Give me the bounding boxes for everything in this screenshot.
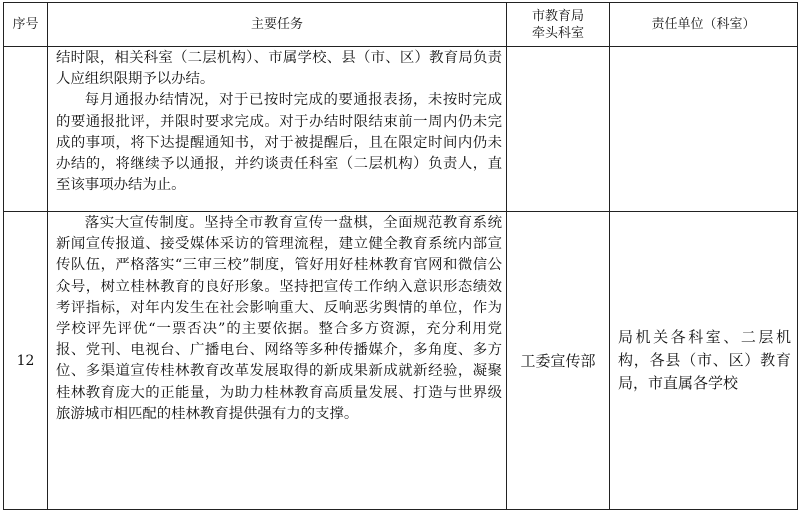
table-row	[4, 212, 798, 510]
header-task: 主要任务	[48, 3, 507, 47]
row-lead-dept: 工委宣传部	[507, 212, 610, 510]
row-seq	[4, 47, 48, 212]
header-lead-line1: 市教育局	[531, 8, 584, 24]
header-responsible: 责任单位（科室）	[610, 3, 798, 47]
task-paragraph: 落实大宣传制度。坚持全市教育宣传一盘棋，全面规范教育系统新闻宣传报道、接受媒体采访的管理流程，建立健全教育系统内部宣传队伍，严格落实“三审三校”制度，管好用好桂林教育官网和微信公众号，树立桂林教育的良好形象。坚持把宣传工作纳入意识形态绩效考评指标，对年内发生在社会影响重大、反响恶劣舆情的单位，作为学校评先评优“一票否决”的主要依据。整合多方资源，充分利用党报、党刊、电视台、广播电台、网络等多种传播媒介，多角度、多方位、多渠道宣传桂林教育改革发展取得的新成果新成就新经验，凝聚桂林教育庞大的正能量，为助力桂林教育高质量发展、打造与世界级旅游城市相匹配的桂林教育提供强有力的支撑。	[56, 215, 502, 422]
row-task	[48, 47, 507, 212]
header-lead-line2: 牵头科室	[531, 25, 584, 41]
task-table	[3, 2, 798, 510]
header-lead-dept	[507, 3, 610, 47]
row-task	[48, 212, 507, 510]
row-lead-dept	[507, 47, 610, 212]
task-paragraph: 每月通报办结情况，对于已按时完成的要通报表扬，未按时完成的要通报批评，并限时要求完成。对于办结时限结束前一周内仍未完成的事项，将下达提醒通知书，对于被提醒后，且在限定时间内仍未办结的，将继续予以通报，并约谈责任科室（二层机构）负责人，直至该事项办结为止。	[56, 92, 502, 194]
task-paragraph: 结时限，相关科室（二层机构）、市属学校、县（市、区）教育局负责人应组织限期予以办结。	[56, 50, 502, 88]
header-row	[4, 3, 798, 47]
table-row	[4, 47, 798, 212]
row-responsible: 局机关各科室、二层机构，各县（市、区）教育局，市直属各学校	[610, 212, 798, 510]
row-responsible	[610, 47, 798, 212]
row-seq: 12	[4, 212, 48, 510]
header-seq: 序号	[4, 3, 48, 47]
